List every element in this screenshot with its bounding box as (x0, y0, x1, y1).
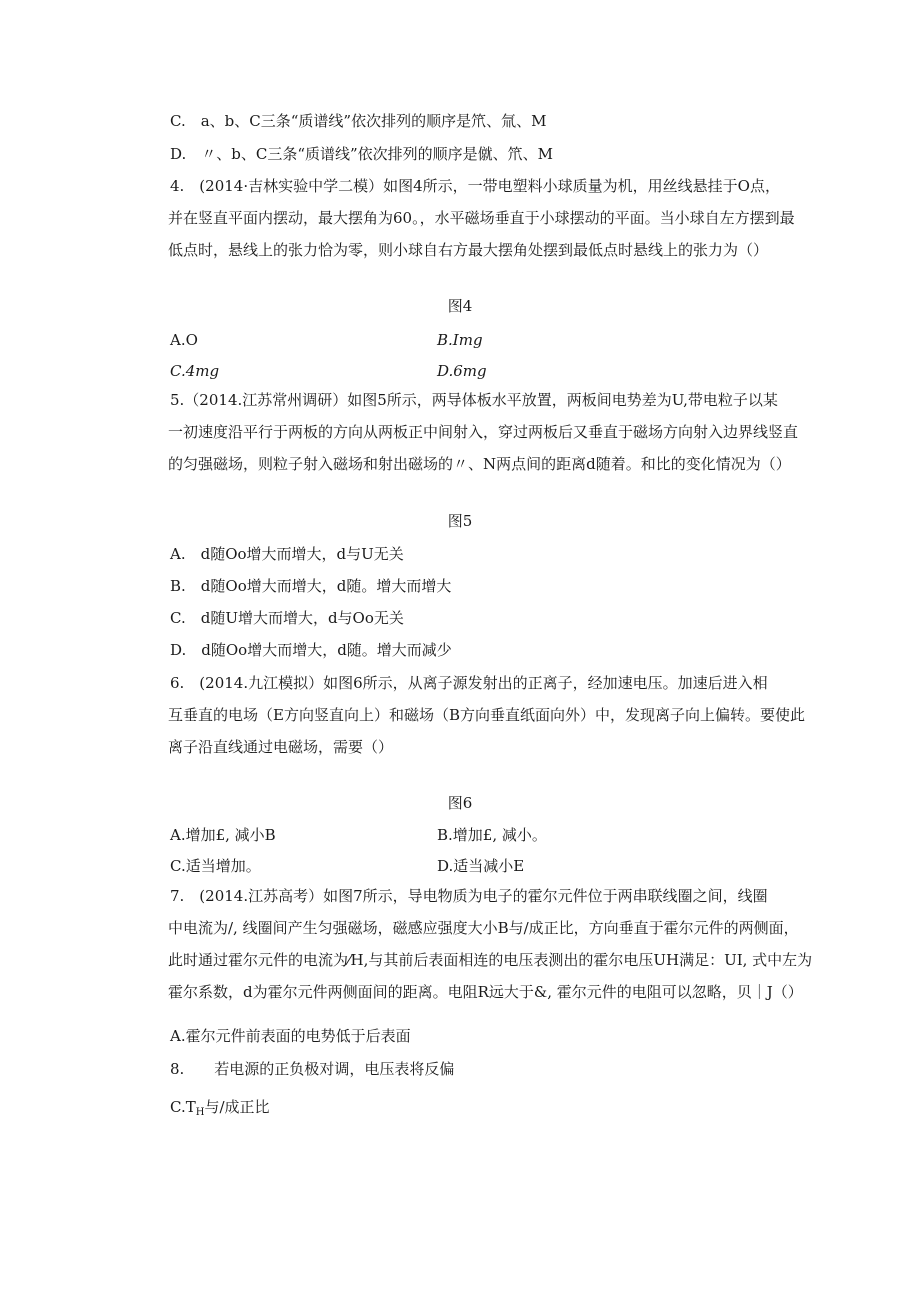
question-7-line-4: 霍尔系数，d为霍尔元件两侧面间的距离。电阻R远大于&, 霍尔元件的电阻可以忽略，贝｜J（） (168, 983, 803, 1001)
option-c-suffix: 与/成正比 (204, 1098, 270, 1116)
question-4-option-a: A.O (170, 331, 198, 349)
question-8-line: 8. 若电源的正负极对调，电压表将反偏 (170, 1060, 455, 1078)
question-7-option-a: A.霍尔元件前表面的电势低于后表面 (170, 1027, 411, 1045)
question-4-option-c: C.4mg (170, 362, 220, 380)
question-5-line-2: 一初速度沿平行于两板的方向从两板正中间射入，穿过两板后又垂直于磁场方向射入边界线竖直 (168, 423, 799, 441)
figure-6-caption: 图6 (447, 794, 473, 812)
option-c-previous: C. a、b、C三条“质谱线”依次排列的顺序是笊、氚、M (170, 112, 547, 130)
question-4-option-d: D.6mg (437, 362, 487, 380)
question-5-option-c: C. d随U增大而增大，d与Oo无关 (170, 609, 404, 627)
question-5-line-1: 5.（2014.江苏常州调研）如图5所示，两导体板水平放置，两板间电势差为U,带电粒子以某 (170, 391, 778, 409)
question-5-option-d: D. d随Oo增大而增大，d随。增大而减少 (170, 641, 452, 659)
question-6-line-3: 离子沿直线通过电磁场，需要（） (168, 738, 394, 756)
question-5-line-3: 的匀强磁场，则粒子射入磁场和射出磁场的〃、N两点间的距离d随着。和比的变化情况为（） (168, 455, 791, 473)
question-7-line-2: 中电流为/, 线圈间产生匀强磁场，磁感应强度大小B与/成正比，方向垂直于霍尔元件的两侧面， (168, 919, 799, 937)
question-4-line-3: 低点时，悬线上的张力恰为零，则小球自右方最大摆角处摆到最低点时悬线上的张力为（） (168, 241, 769, 259)
figure-5-caption: 图5 (447, 512, 473, 530)
option-c-subscript: H (195, 1107, 205, 1118)
question-6-option-c: C.适当增加。 (170, 857, 261, 875)
question-4-line-2: 并在竖直平面内摆动，最大摆角为60。，水平磁场垂直于小球摆动的平面。当小球自左方摆到最 (168, 209, 795, 227)
question-5-option-a: A. d随Oo增大而增大，d与U无关 (170, 545, 404, 563)
option-d-previous: D. 〃、b、C三条“质谱线”依次排列的顺序是僦、笊、M (170, 145, 554, 163)
question-6-line-1: 6. (2014.九江模拟）如图6所示，从离子源发射出的正离子，经加速电压。加速后进入相 (170, 674, 768, 692)
option-c-prefix: C.T (170, 1098, 196, 1116)
question-6-option-d: D.适当减小E (437, 857, 525, 875)
question-5-option-b: B. d随Oo增大而增大，d随。增大而增大 (170, 577, 452, 595)
question-7-option-c (170, 1097, 270, 1123)
question-6-option-a: A.增加£, 减小B (170, 826, 276, 844)
question-7-line-3: 此时通过霍尔元件的电流为⁄H,与其前后表面相连的电压表测出的霍尔电压UH满足：UI, 式中左为 (168, 951, 813, 969)
question-6-option-b: B.增加£, 减小。 (437, 826, 547, 844)
figure-4-caption: 图4 (447, 297, 473, 315)
question-6-line-2: 互垂直的电场（E方向竖直向上）和磁场（B方向垂直纸面向外）中，发现离子向上偏转。要使此 (168, 706, 805, 724)
question-4-line-1: 4. (2014·吉林实验中学二模）如图4所示，一带电塑料小球质量为机，用丝线悬挂于O点， (170, 177, 780, 195)
question-7-line-1: 7. (2014.江苏高考）如图7所示，导电物质为电子的霍尔元件位于两串联线圈之间，线圈 (170, 887, 768, 905)
question-4-option-b: B.Img (437, 331, 483, 349)
